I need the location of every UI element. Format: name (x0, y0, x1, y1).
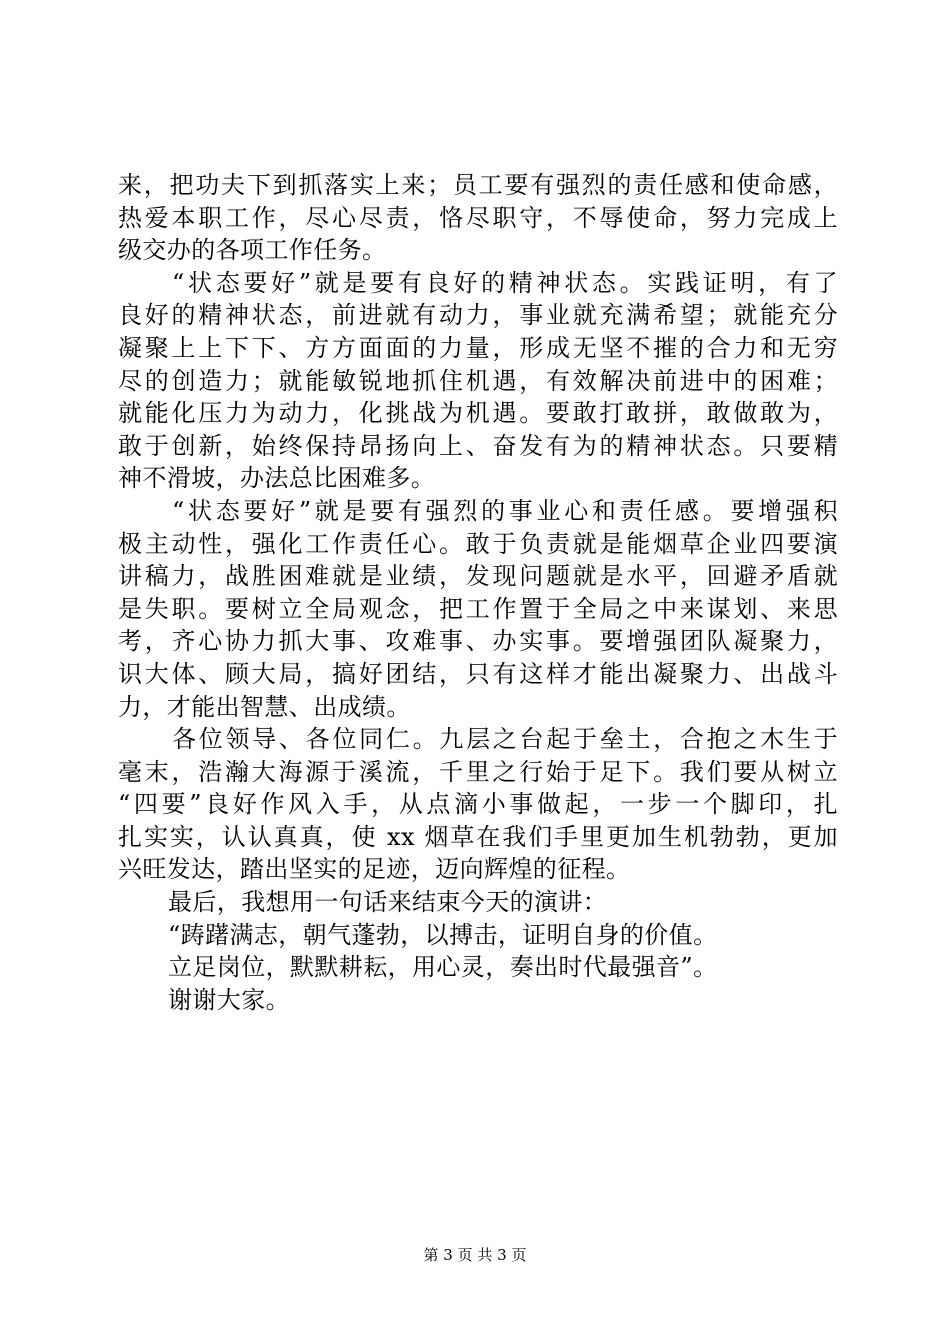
text-line: 来，把功夫下到抓落实上来；员工要有强烈的责任感和使命感， (118, 171, 838, 199)
page-footer: 第 3 页 共 3 页 (423, 1246, 527, 1264)
text-line: 良好的精神状态，前进就有动力，事业就充满希望；就能充分 (118, 301, 838, 330)
document-body (118, 169, 838, 1016)
paragraph-first-line: “状态要好”就是要有良好的精神状态。实践证明，有了 (172, 268, 838, 297)
closing-line: 谢谢大家。 (168, 985, 290, 1014)
quote-line: “踌躇满志，朝气蓬勃，以搏击，证明自身的价值。 (168, 920, 718, 949)
text-line: 尽的创造力；就能敏锐地抓住机遇，有效解决前进中的困难； (118, 366, 838, 395)
text-line: 神不滑坡，办法总比困难多。 (118, 464, 436, 493)
text-line: “四要”良好作风入手，从点滴小事做起，一步一个脚印，扎 (118, 790, 838, 819)
quote-line: 立足岗位，默默耕耘，用心灵，奏出时代最强音”。 (168, 953, 718, 982)
text-line: 是失职。要树立全局观念，把工作置于全局之中来谋划、来思 (118, 594, 838, 623)
text-line: 敢于创新，始终保持昂扬向上、奋发有为的精神状态。只要精 (118, 431, 838, 460)
text-line: 极主动性，强化工作责任心。敢于负责就是能烟草企业四要演 (118, 529, 838, 558)
text-line: 热爱本职工作，尽心尽责，恪尽职守，不辱使命，努力完成上 (118, 203, 838, 232)
paragraph-first-line: 最后，我想用一句话来结束今天的演讲： (168, 888, 608, 917)
text-line: 凝聚上上下下、方方面面的力量，形成无坚不摧的合力和无穷 (118, 333, 838, 362)
text-line: 就能化压力为动力，化挑战为机遇。要敢打敢拼，敢做敢为， (118, 399, 838, 428)
text-line: 力，才能出智慧、出成绩。 (118, 692, 411, 721)
text-line: 毫末，浩瀚大海源于溪流，千里之行始于足下。我们要从树立 (118, 757, 838, 786)
text-line: 兴旺发达，踏出坚实的足迹，迈向辉煌的征程。 (118, 855, 631, 884)
text-line: 讲稿力，战胜困难就是业绩，发现问题就是水平，回避矛盾就 (118, 562, 838, 591)
text-line: 扎实实，认认真真，使 xx 烟草在我们手里更加生机勃勃，更加 (118, 822, 838, 851)
paragraph-first-line: “状态要好”就是要有强烈的事业心和责任感。要增强积 (172, 496, 838, 525)
text-line: 考，齐心协力抓大事、攻难事、办实事。要增强团队凝聚力， (118, 627, 838, 656)
text-line: 识大体、顾大局，搞好团结，只有这样才能出凝聚力、出战斗 (118, 659, 838, 688)
paragraph-first-line: 各位领导、各位同仁。九层之台起于垒土，合抱之木生于 (172, 725, 838, 754)
text-line: 级交办的各项工作任务。 (118, 236, 387, 265)
